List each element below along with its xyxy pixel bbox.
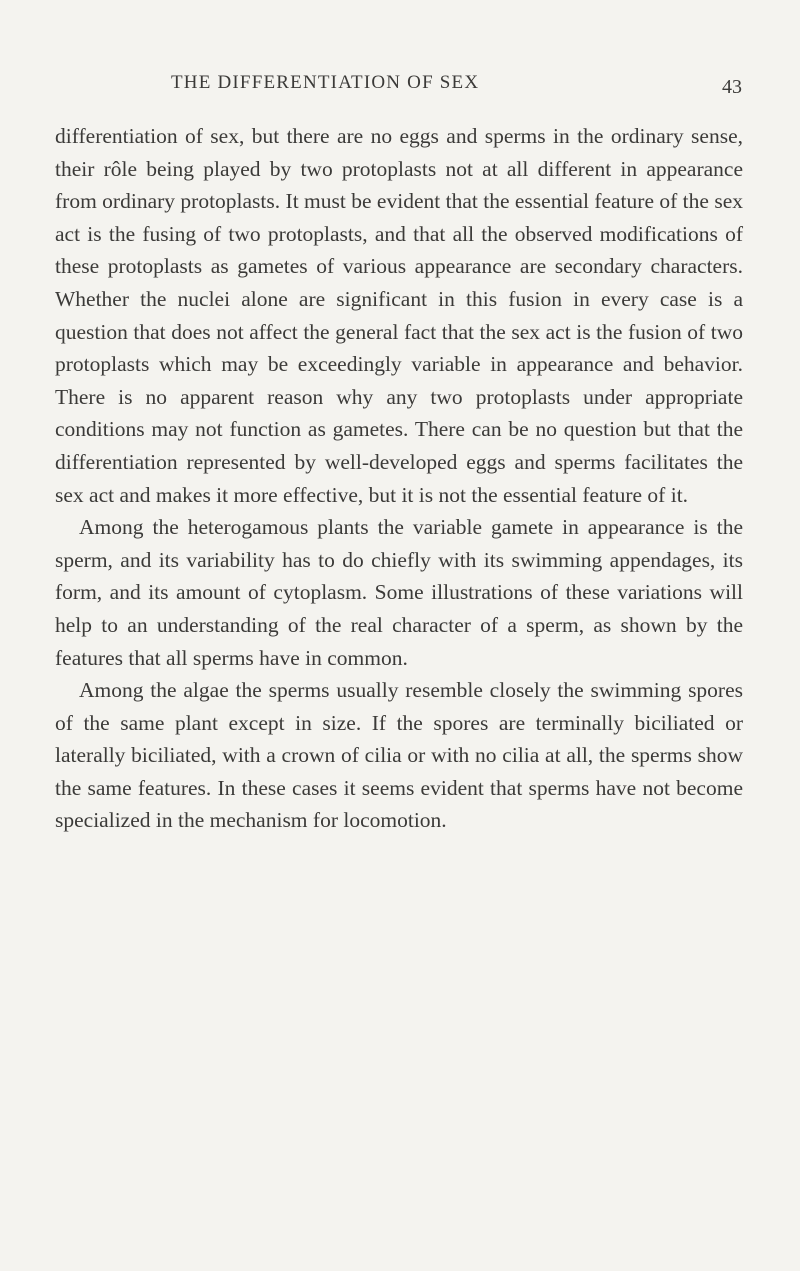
paragraph-1: differentiation of sex, but there are no eggs and sperms in the ordinary sense, their rôle being played by two protoplasts not at all different in appearance from ordinary protoplasts. It must be evident that the essential feature of the sex act is the fusing of two protoplasts, and that all the observed modifications of these protoplasts as gametes of various appearance are secondary characters. Whether the nuclei alone are significant in this fusion in every case is a question that does not affect the general fact that the sex act is the fusion of two protoplasts which may be exceedingly variable in appearance and behavior. There is no apparent reason why any two protoplasts under appropriate conditions may not function as gametes. There can be no question but that the differentiation represented by well-developed eggs and sperms facilitates the sex act and makes it more effective, but it is not the essential feature of it. [55, 124, 743, 507]
page-number: 43 [722, 76, 742, 98]
paragraph-3: Among the algae the sperms usually resemble closely the swimming spores of the same plant except in size. If the spores are terminally biciliated or laterally biciliated, with a crown of cilia or with no cilia at all, the sperms show the same features. In these cases it seems evident that sperms have not become specialized in the mechanism for locomotion. [55, 678, 743, 833]
paragraph-2: Among the heterogamous plants the variable gamete in appearance is the sperm, and its variability has to do chiefly with its swimming appendages, its form, and its amount of cytoplasm. Some illustrations of these variations will help to an understanding of the real character of a sperm, as shown by the features that all sperms have in common. [55, 515, 743, 670]
body-text [55, 120, 743, 837]
running-head [54, 72, 742, 102]
running-title: THE DIFFERENTIATION OF SEX [171, 72, 480, 93]
